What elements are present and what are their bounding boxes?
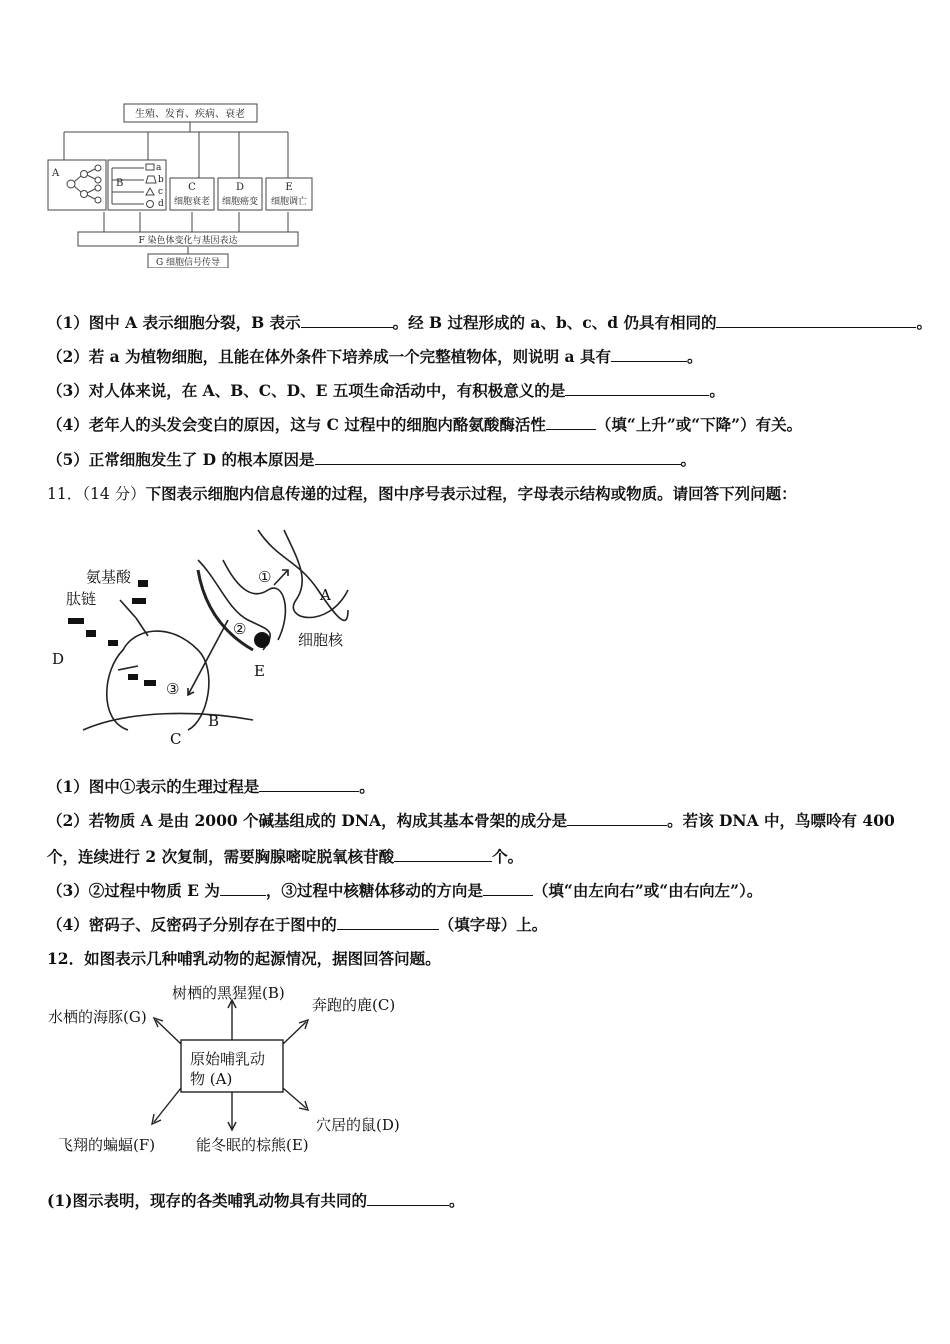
figure-cell-life-processes	[44, 100, 314, 268]
answer-blank[interactable]	[315, 449, 681, 465]
center-label-2: 物 (A)	[190, 1070, 233, 1088]
q11-1: （1）图中①表示的生理过程是 。	[47, 777, 375, 796]
label-a: A	[52, 168, 60, 179]
label-c: C	[188, 182, 196, 193]
label-B: B	[208, 712, 220, 730]
q12-stem: 12．如图表示几种哺乳动物的起源情况，据图回答问题。	[47, 949, 441, 968]
q11-stem: 11．（14 分）下图表示细胞内信息传递的过程，图中序号表示过程，字母表示结构或物质。请回答下列问题：	[47, 484, 797, 503]
q10-5: （5）正常细胞发生了 D 的根本原因是 。	[47, 450, 697, 469]
q11-3: （3）②过程中物质 E 为 ，③过程中核糖体移动的方向是 （填“由左向右”或“由右向左”）。	[47, 881, 763, 900]
label-dolphin: 水栖的海豚(G)	[48, 1008, 147, 1026]
label-step2: ②	[233, 620, 247, 638]
center-label-1: 原始哺乳动	[190, 1050, 266, 1068]
label-sub-d: d	[158, 199, 164, 209]
label-e: E	[285, 182, 293, 193]
answer-blank[interactable]	[394, 846, 492, 862]
q10-3: （3）对人体来说，在 A、B、C、D、E 五项生命活动中，有积极意义的是 。	[47, 381, 725, 400]
answer-blank[interactable]	[565, 380, 709, 396]
answer-blank[interactable]	[716, 312, 916, 328]
q11-2b: 个，连续进行 2 次复制，需要胸腺嘧啶脱氧核苷酸 个。	[47, 847, 524, 866]
label-nucleus: 细胞核	[298, 631, 344, 649]
label-amino-acid: 氨基酸	[86, 568, 132, 586]
label-d: D	[235, 182, 245, 193]
answer-blank[interactable]	[337, 914, 439, 930]
label-e-text: 细胞调亡	[270, 197, 308, 207]
answer-blank[interactable]	[301, 312, 393, 328]
label-A: A	[320, 586, 331, 604]
label-sub-a: a	[156, 163, 162, 173]
label-d-text: 细胞癌变	[221, 197, 259, 207]
label-step3: ③	[166, 680, 180, 698]
q10-1: （1）图中 A 表示细胞分裂，B 表示 。经 B 过程形成的 a、b、c、d 仍具有相同的 。	[47, 313, 932, 332]
label-E: E	[254, 662, 265, 680]
answer-blank[interactable]	[367, 1190, 449, 1206]
answer-blank[interactable]	[611, 346, 687, 362]
label-step1: ①	[258, 568, 272, 586]
label-g: G 细胞信号传导	[155, 258, 221, 268]
q10-2: （2）若 a 为植物细胞，且能在体外条件下培养成一个完整植物体，则说明 a 具有 。	[47, 347, 703, 366]
label-b: B	[116, 178, 124, 189]
answer-blank[interactable]	[220, 880, 266, 896]
label-c-text: 细胞衰老	[173, 197, 211, 207]
label-bear: 能冬眠的棕熊(E)	[196, 1136, 309, 1154]
q12-1: (1)图示表明，现存的各类哺乳动物具有共同的 。	[47, 1191, 465, 1210]
answer-blank[interactable]	[483, 880, 533, 896]
answer-blank[interactable]	[259, 776, 359, 792]
label-C: C	[170, 730, 182, 748]
q10-4: （4）老年人的头发会变白的原因，这与 C 过程中的细胞内酪氨酸酶活性 （填“上升”或“下降”）有关。	[47, 415, 803, 434]
q11-4: （4）密码子、反密码子分别存在于图中的 （填字母）上。	[47, 915, 548, 934]
q11-2: （2）若物质 A 是由 2000 个碱基组成的 DNA，构成其基本骨架的成分是 。若该 DNA 中，鸟嘌呤有 400	[47, 811, 895, 830]
label-peptide: 肽链	[66, 590, 97, 608]
label-f: F 染色体变化与基因表达	[138, 236, 238, 246]
label-mouse: 穴居的鼠(D)	[316, 1116, 400, 1134]
label-bat: 飞翔的蝙蝠(F)	[58, 1136, 156, 1154]
label-chimpanzee: 树栖的黑猩猩(B)	[172, 984, 285, 1002]
label-D: D	[52, 650, 65, 668]
figure-mammal-origin	[44, 980, 424, 1165]
label-deer: 奔跑的鹿(C)	[312, 996, 396, 1014]
answer-blank[interactable]	[567, 810, 667, 826]
figure-gene-expression	[48, 520, 368, 750]
label-sub-b: b	[158, 175, 164, 185]
top-label: 生殖、发育、疾病、衰老	[135, 109, 245, 120]
answer-blank[interactable]	[546, 414, 596, 430]
label-sub-c: c	[158, 187, 164, 197]
